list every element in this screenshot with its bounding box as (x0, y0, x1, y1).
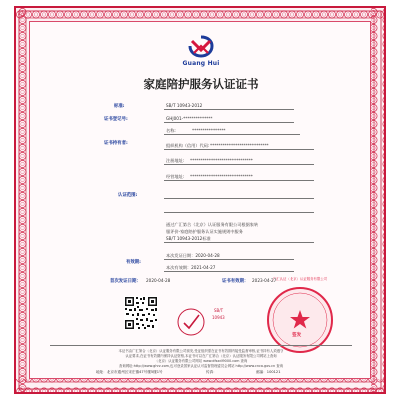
expiry-date-text: 本次有效期：2021-04-27 (166, 265, 216, 270)
issue-date-underline (164, 259, 294, 260)
scope-label: 认证范围: (118, 193, 138, 198)
mark-line-1: SB/T (214, 308, 224, 313)
standard-value: SB/T 10943-2012 (166, 103, 203, 108)
cert-expiry-label: 证书有效期： (222, 279, 249, 284)
cert-no-underline (164, 122, 294, 123)
first-issue-label: 首次发证日期： (110, 279, 141, 284)
expiry-date-underline (164, 271, 294, 272)
scope-line-3: SB/T 10943-2012标准 (166, 236, 211, 241)
validity-label: 有效期: (126, 260, 141, 265)
seal-center-text: 签发 (292, 333, 302, 338)
name-label: 名称: (166, 128, 176, 133)
certificate-frame (14, 6, 386, 394)
footer-line-3: （北京）认证服务有限公司网站 www.dfsxdl9000.com 查询 (154, 359, 248, 363)
reg-addr-value: ****************************** (190, 158, 253, 163)
org-code-underline (164, 149, 314, 150)
footer-address: 地址：北京市通州区宋庄镇47号楼5楼1号 (96, 370, 163, 374)
reg-addr-underline (164, 164, 314, 165)
guanghui-logo-icon (188, 35, 214, 59)
footer-postcode: 邮编：100121 (256, 370, 281, 374)
footer-line-4: 查询网址:http://www.ghrz.com,也可登录国家认证认可监督管理委员会网站 http://www.cnca.gov.cn 查询 (119, 364, 283, 368)
footer-line-2: 认证要求,在证书有效期内保持认证资格,本证书可以在广汇第合（北京）认证服务有限公司网站上查询 (125, 354, 277, 358)
name-underline (164, 134, 300, 135)
holder-label: 证书持有者: (104, 141, 128, 146)
standard-mark-icon (176, 307, 206, 337)
scope-line-2: 服评价-家庭陪护服务认证实施规则中服务 (166, 229, 243, 234)
official-seal (266, 286, 334, 354)
cert-expiry-value: 2023-04-27 (252, 278, 277, 283)
org-code-label: 组织机构（信用）代码: (166, 143, 210, 148)
issue-date-text: 本次发证日期：2020-04-28 (166, 253, 220, 258)
standard-underline (164, 109, 294, 110)
footer-rule (50, 345, 352, 346)
footer-line-1: 本证书由广汇第合（北京）认证服务有限公司颁发,受证组织需在证书有效期内接受监督审核,证书持有人须遵守 (118, 349, 284, 353)
footer-fax: 传真： (206, 370, 217, 374)
cert-no-label: 证书登记号: (104, 117, 128, 122)
seal-text: 广汇认证（北京）认证服务有限公司 (272, 277, 328, 281)
scope-line-1: 通过广汇第合（北京）认证服务有限公司根据家转 (166, 222, 259, 227)
cert-no-value: GHJ001-************** (166, 116, 213, 121)
certificate-title: 家庭陪护服务认证证书 (143, 77, 259, 91)
brand-name: Guang Hui (182, 60, 220, 67)
scope-underline-2 (164, 212, 314, 213)
first-issue-value: 2020-04-28 (146, 278, 171, 283)
scope-underline-3 (164, 242, 314, 243)
mark-line-2: 10943 (212, 315, 225, 320)
reg-addr-label: 注册地址: (166, 158, 185, 163)
op-addr-underline (164, 180, 314, 181)
op-addr-label: 经营地址: (166, 174, 185, 179)
op-addr-value: ****************************** (190, 174, 253, 179)
scope-underline-1 (164, 198, 314, 199)
org-code-value: **************************** (210, 143, 269, 148)
standard-label: 标准: (114, 104, 125, 109)
name-value: **************** (192, 128, 226, 133)
qr-code (124, 296, 158, 330)
certificate-body (29, 21, 371, 379)
